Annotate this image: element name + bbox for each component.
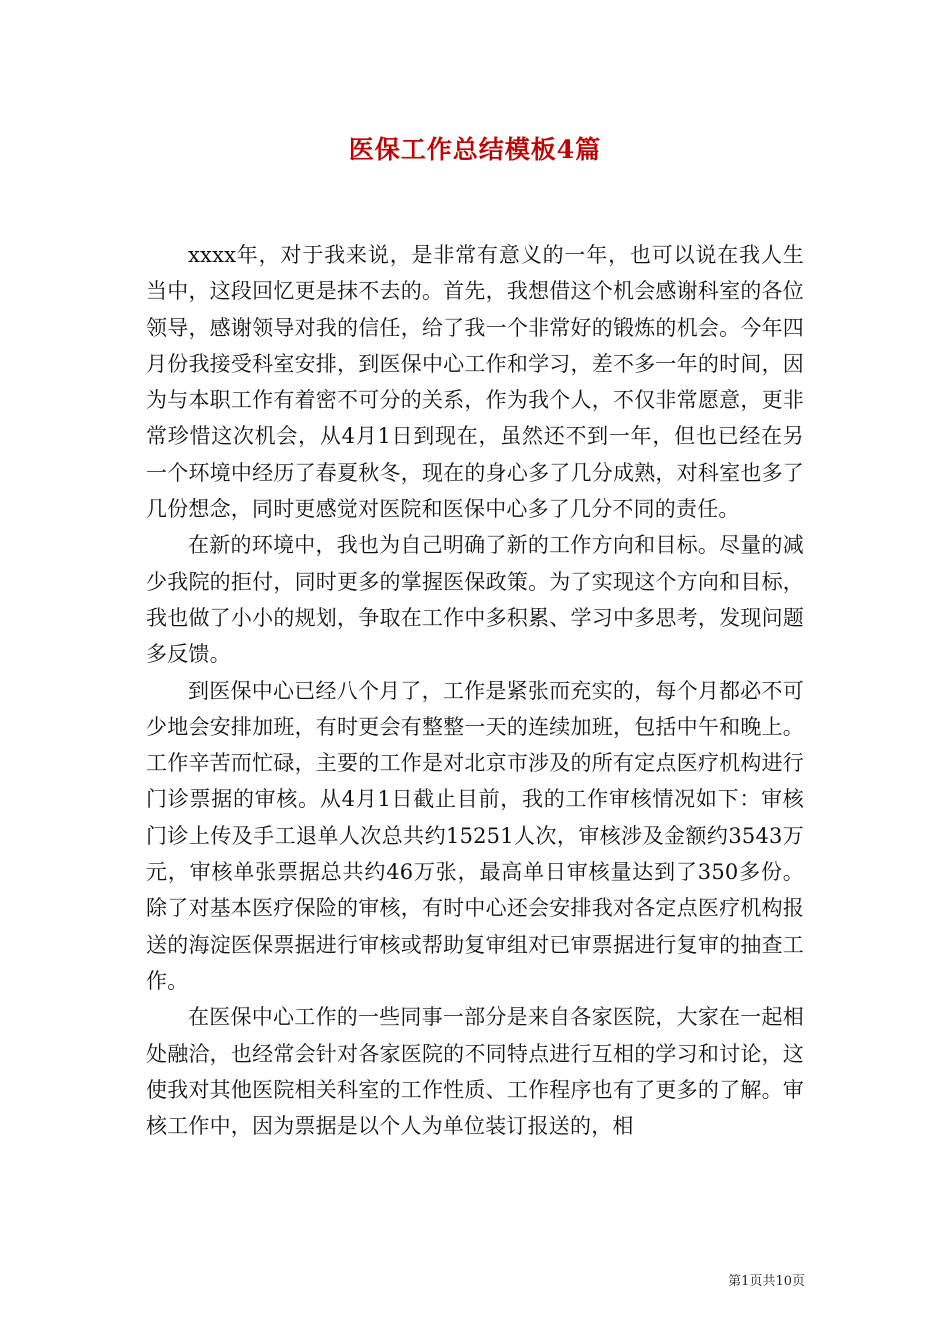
paragraph-3: 到医保中心已经八个月了，工作是紧张而充实的，每个月都必不可少地会安排加班，有时更会有整整一天的连续加班，包括中午和晚上。工作辛苦而忙碌，主要的工作是对北京市涉及的所有定点医疗机构进行门诊票据的审核。从4月1日截止目前，我的工作审核情况如下：审核门诊上传及手工退单人次总共约15251人次，审核涉及金额约3543万元，审核单张票据总共约46万张，最高单日审核量达到了350多份。除了对基本医疗保险的审核，有时中心还会安排我对各定点医疗机构报送的海淀医保票据进行审核或帮助复审组对已审票据进行复审的抽查工作。: [146, 678, 804, 993]
paragraph-1: xxxx年，对于我来说，是非常有意义的一年，也可以说在我人生当中，这段回忆更是抹不去的。首先，我想借这个机会感谢科室的各位领导，感谢领导对我的信任，给了我一个非常好的锻炼的机会。今年四月份我接受科室安排，到医保中心工作和学习，差不多一年的时间，因为与本职工作有着密不可分的关系，作为我个人，不仅非常愿意，更非常珍惜这次机会，从4月1日到现在，虽然还不到一年，但也已经在另一个环境中经历了春夏秋冬，现在的身心多了几分成熟，对科室也多了几份想念，同时更感觉对医院和医保中心多了几分不同的责任。: [146, 243, 804, 522]
document-title: 医保工作总结模板4篇: [348, 135, 602, 164]
page-number-footer: 第1页共10页: [728, 1274, 805, 1289]
paragraph-4: 在医保中心工作的一些同事一部分是来自各家医院，大家在一起相处融洽，也经常会针对各家医院的不同特点进行互相的学习和讨论，这使我对其他医院相关科室的工作性质、工作程序也有了更多的了解。审核工作中，因为票据是以个人为单位装订报送的，相: [146, 1005, 804, 1139]
document-body: [146, 237, 804, 1144]
paragraph-2: 在新的环境中，我也为自己明确了新的工作方向和目标。尽量的减少我院的拒付，同时更多的掌握医保政策。为了实现这个方向和目标，我也做了小小的规划，争取在工作中多积累、学习中多思考，发现问题多反馈。: [146, 533, 804, 667]
